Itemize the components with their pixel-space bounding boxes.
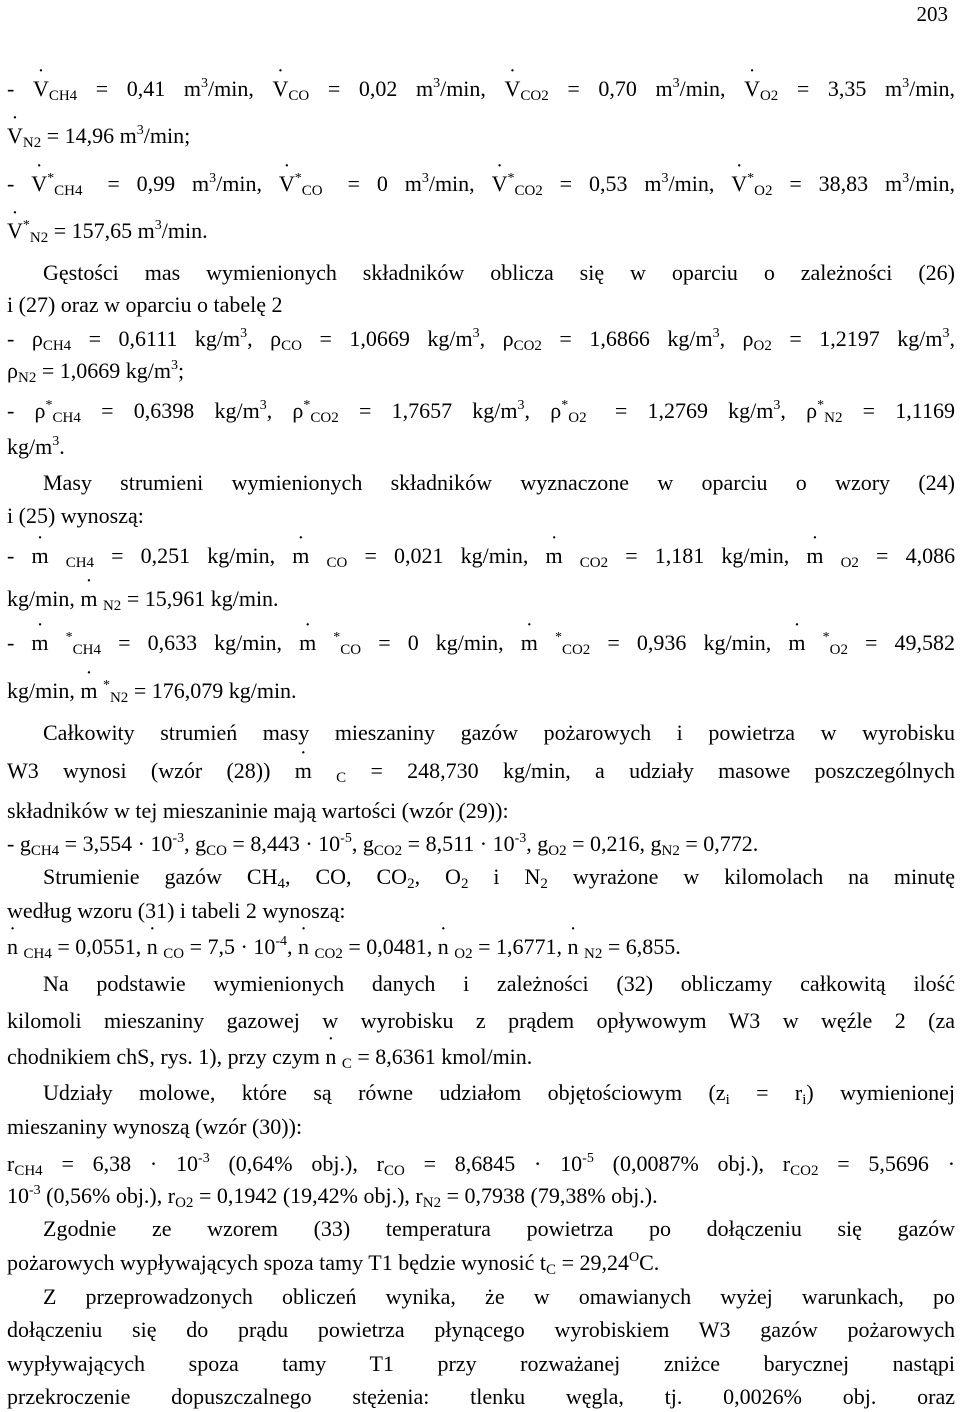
- line-30: $10^{-3}$ (0,56% obj.), $r_{O2} = 0,1942$ (19,42% obj.), $r_{N2} = 0,7938$ (79,38% obj.).: [7, 1183, 658, 1211]
- line-15: - ˙ m *$_{CH4}$ = 0,633 kg/min, ˙ m *$_{CO}$ = 0 kg/min, ˙ m *$_{CO2}$ = 0,936 kg/min, ˙ m *$_{O2}$ = 49,582: [7, 628, 955, 658]
- line-23: ˙ n $_{CH4}$ = 0,0551, ˙ n $_{CO} = 7,5 \cdot 10^{-4}$, ˙ n $_{CO2}$ = 0,0481, ˙ n $_{O2}$ = 1,6771, ˙ n $_{N2}$ = 6,855.: [7, 932, 955, 962]
- line-24: Na podstawie wymienionych danych i zależności (32) obliczamy całkowitą ilość: [43, 971, 955, 996]
- line-3: - ˙ $V^*_{CH4} = 0,99$ $m^3/\min$, ˙ $V^*_{CO} = 0$ $m^3/\min$, ˙ $V^*_{CO2} = 0,53$ $m^3/\min$, ˙ $V^*_{O2} = 38,83$ $m^3/\min$,: [7, 169, 955, 199]
- line-10: $kg/m^3$.: [7, 434, 65, 459]
- line-12: i (25) wynoszą:: [7, 503, 144, 528]
- line-29: $r_{CH4} = 6,38 \cdot 10^{-3}$ (0,64% obj.), $r_{CO} = 8,6845 \cdot 10^{-5}$ (0,0087% obj.), $r_{CO2} = 5,5696$ ·: [7, 1151, 956, 1179]
- page-number: 203: [916, 2, 948, 26]
- line-2: ˙ $V_{N2} = 14,96$ $m^3/\min$;: [7, 121, 955, 151]
- line-32: pożarowych wypływających spoza tamy T1 będzie wynosić $t_C = 29,24^OC$.: [7, 1250, 660, 1278]
- line-25: kilomoli mieszaniny gazowej w wyrobisku z prądem opływowym W3 w węźle 2 (za: [7, 1008, 955, 1033]
- line-20: - $g_{CH4} = 3,554 \cdot 10^{-3}$, $g_{CO} = 8,443 \cdot 10^{-5}$, $g_{CO2} = 8,511 \cdot 10^{-3}$, $g_{O2} = 0,216$, $g_{N2} = 0,772$.: [7, 831, 759, 859]
- line-27: Udziały molowe, które są równe udziałom objętościowym $(z_i = r_i)$ wymienionej: [43, 1080, 955, 1108]
- line-34: dołączeniu się do prądu powietrza płynącego wyrobiskiem W3 gazów pożarowych: [7, 1317, 955, 1342]
- line-4: ˙ $V^*_{N2} = 157,65$ $m^3/\min$.: [7, 216, 955, 246]
- line-31: Zgodnie ze wzorem (33) temperatura powietrza po dołączeniu się gazów: [43, 1216, 955, 1241]
- line-7: - $\rho_{CH4} = 0,6111$ $kg/m^3$, $\rho_{CO} = 1,0669$ $kg/m^3$, $\rho_{CO2} = 1,6866$ $kg/m^3$, $\rho_{O2} = 1,2197$ $kg/m^3$,: [7, 326, 956, 354]
- line-5: Gęstości mas wymienionych składników oblicza się w oparciu o zależności (26): [43, 260, 955, 285]
- line-13: - ˙ m $_{CH4}$ = 0,251 kg/min, ˙ m $_{CO}$ = 0,021 kg/min, ˙ m $_{CO2}$ = 1,181 kg/min, ˙ m $_{O2}$ = 4,086: [7, 541, 955, 571]
- line-9: - $\rho^*_{CH4} = 0,6398$ $kg/m^3$, $\rho^*_{CO2} = 1,7657$ $kg/m^3$, $\rho^*_{O2} = 1,2769$ $kg/m^3$, $\rho^*_{N2} = 1,1169$: [7, 398, 955, 426]
- line-36: przekroczenie dopuszczalnego stężenia: tlenku węgla, tj. 0,0026% obj. oraz: [7, 1384, 955, 1409]
- line-18: W3 wynosi (wzór (28)) ˙ m $_C$ = 248,730 kg/min, a udziały masowe poszczególnych: [7, 756, 955, 786]
- line-21: Strumienie gazów $CH_4$, CO, $CO_2$, $O_2$ i $N_2$ wyrażone w kilomolach na minutę: [43, 864, 956, 892]
- line-6: i (27) oraz w oparciu o tabelę 2: [7, 292, 283, 317]
- line-22: według wzoru (31) i tabeli 2 wynoszą:: [7, 898, 346, 923]
- line-26: chodnikiem chS, rys. 1), przy czym ˙ n $_C$ = 8,6361 kmol/min.: [7, 1042, 955, 1072]
- line-1: - ˙ $V_{CH4} = 0,41$ $m^3/\min$, ˙ $V_{CO} = 0,02$ $m^3/\min$, ˙ $V_{CO2} = 0,70$ $m^3/\min$, ˙ $V_{O2} = 3,35$ $m^3/\min$,: [7, 74, 955, 104]
- line-19: składników w tej mieszaninie mają wartości (wzór (29)):: [7, 798, 509, 823]
- line-14: kg/min, ˙ m $_{N2}$ = 15,961 kg/min.: [7, 584, 955, 614]
- line-33: Z przeprowadzonych obliczeń wynika, że w omawianych wyżej warunkach, po: [43, 1284, 955, 1309]
- line-11: Masy strumieni wymienionych składników wyznaczone w oparciu o wzory (24): [43, 470, 955, 495]
- line-16: kg/min, ˙ m *$_{N2}$ = 176,079 kg/min.: [7, 676, 955, 706]
- line-17: Całkowity strumień masy mieszaniny gazów pożarowych i powietrza w wyrobisku: [43, 720, 955, 745]
- line-35: wypływających spoza tamy T1 przy rozważanej zniżce barycznej nastąpi: [7, 1351, 955, 1376]
- line-28: mieszaniny wynoszą (wzór (30)):: [7, 1114, 303, 1139]
- line-8: $\rho_{N2} = 1,0669$ $kg/m^3$;: [7, 358, 185, 386]
